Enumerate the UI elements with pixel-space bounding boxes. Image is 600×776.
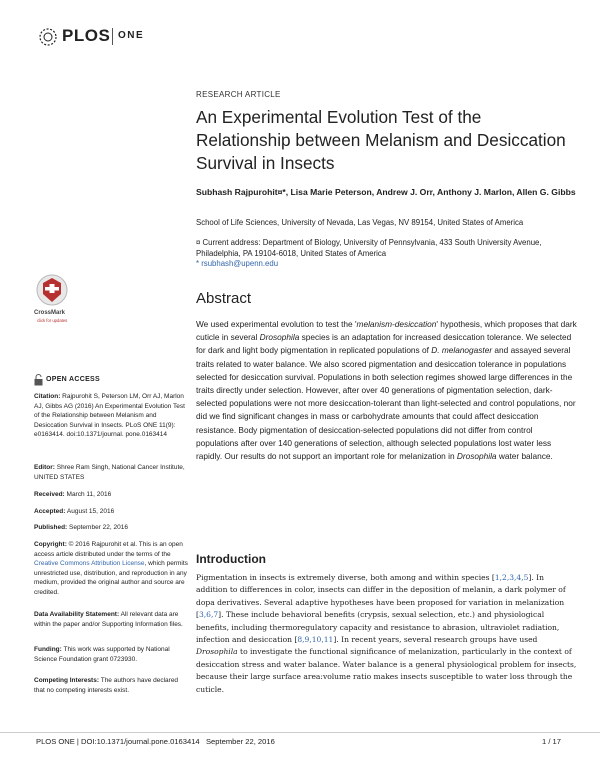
intro-emphasis: Drosophila [196,647,238,657]
citation-link[interactable]: 1,2,3,4,5 [494,573,529,582]
introduction-text [196,572,577,696]
intro-part: ]. In addition to differences in color, insects can differ in the deposition of melanin, a dark polymer of dopa derivatives. Several adaptive hypotheses have been proposed for variation in melanization [ [196,573,566,620]
article-type: RESEARCH ARTICLE [196,90,281,99]
abstract-emphasis: Drosophila [456,451,497,462]
abstract-text [196,318,577,463]
address-text: ¤ Current address: Department of Biology, University of Pennsylvania, 433 South University Avenue, Philadelphia, PA 19104-6018, United States of America [196,238,542,258]
author-list: Subhash Rajpurohit¤*, Lisa Marie Peterson, Andrew J. Orr, Anthony J. Marlon, Allen G. Gibbs [196,187,576,197]
corresponding-email[interactable]: * rsubhash@upenn.edu [196,259,279,269]
crossmark-label: CrossMark [34,310,66,316]
competing-interests-block [34,676,188,695]
intro-part: to investigate the functional significance of melanization, particularly in the context of desiccation stress and water balance. Water balance is a general physiological problem for insects, because their large surface area:volume ratio makes insects susceptible to water loss through the cuticle. [196,647,577,694]
funding-text: This work was supported by National Science Foundation grant 0723930. [34,646,170,663]
abstract-emphasis: melanism-desiccation [356,319,437,329]
page-number: 1 / 17 [542,737,561,746]
abstract-emphasis: Drosophila [259,332,300,343]
competing-interests-label: Competing Interests: [34,677,100,684]
data-availability-text: All relevant data are within the paper and/or Supporting Information files. [34,611,183,628]
logo-divider [112,28,113,45]
abstract-heading: Abstract [196,290,252,307]
copyright-label: Copyright: [34,541,67,548]
abstract-part: ' hypothesis, which proposes that dark cuticle in several [196,319,577,343]
citation-label: Citation: [34,393,61,400]
journal-sub-name: ONE [118,30,145,41]
abstract-part: and assayed several traits related to water balance. We also scored pigmentation and desiccation tolerance in populations selected for desiccation survival. Populations in both selection regimes showed large differences in the traits directly under selection. However, after over 40 generations of pigmentation selection, dark-selected populations were not more desiccation-tolerant than light-selected and control populations, nor did we find significant changes in mass or carbohydrate amounts that could affect desiccation resistance. Body pigmentation of desiccation-selected populations did not differ from control populations after over 140 generations of selection, although selected populations lost water less rapidly. Our results do not support an important role for melanization in [196,345,576,462]
published-text: September 22, 2016 [69,524,128,531]
intro-part: Pigmentation in insects is extremely diverse, both among and within species [ [196,573,495,582]
abstract-part: We used experimental evolution to test the ' [196,319,357,329]
citation-link[interactable]: 8,9,10,11 [297,635,334,645]
introduction-heading: Introduction [196,552,266,566]
copyright-text-tail: , which permits unrestricted use, distribution, and reproduction in any medium, provided the original author and source are credited. [34,560,188,596]
data-availability-label: Data Availability Statement: [34,611,120,618]
intro-part: ]. These include behavioral benefits (crypsis, sexual selection, etc.) and physiological benefits, including thermoregulatory capacity and resistance to abrasion, ultraviolet radiation, infection and desiccation [ [196,610,560,645]
funding-label: Funding: [34,646,62,653]
article-title: An Experimental Evolution Test of the Relationship between Melanism and Desiccation Survival in Insects [196,107,566,173]
accepted-text: August 15, 2016 [66,508,115,515]
journal-logo[interactable] [36,26,156,50]
citation-text: Rajpurohit S, Peterson LM, Orr AJ, Marlon AJ, Gibbs AG (2016) An Experimental Evolution Test of the Relationship between Melanism and Desiccation Survival in Insects. PLoS ONE 11(9): e0163414. doi:10.1371/journal. pone.0163414 [34,393,185,439]
license-link[interactable]: Creative Commons Attribution License [34,560,145,568]
abstract-part: species is an adaptation for increased desiccation tolerance. We selected for dark and light body pigmentation in replicated populations of [196,332,572,356]
editor-label: Editor: [34,464,55,471]
received-block [34,490,188,500]
copyright-text: © 2016 Rajpurohit et al. This is an open access article distributed under the terms of the [34,541,183,558]
competing-interests-text: The authors have declared that no competing interests exist. [34,677,179,694]
current-address [196,238,556,270]
published-label: Published: [34,524,68,531]
crossmark-sub: click for updates [37,318,68,323]
intro-part: ]. In recent years, several research groups have used [333,635,538,645]
citation-link[interactable]: 3,6,7 [198,610,219,620]
footer-divider [0,732,600,733]
editor-block [34,463,188,482]
abstract-part: water balance. [496,451,553,462]
received-text: March 11, 2016 [66,491,112,498]
open-lock-icon [34,374,43,386]
crossmark-badge[interactable] [34,272,70,328]
plos-logo-icon [36,26,60,48]
accepted-block [34,507,188,517]
accepted-label: Accepted: [34,508,66,515]
footer-citation: PLOS ONE | DOI:10.1371/journal.pone.0163414 September 22, 2016 [36,737,275,746]
open-access-label: OPEN ACCESS [46,376,100,383]
journal-name: PLOS [62,26,111,45]
crossmark-icon [34,272,70,310]
abstract-emphasis: D. melanogaster [431,345,493,356]
funding-block [34,645,188,664]
citation-block [34,392,188,440]
editor-text: Shree Ram Singh, National Cancer Institute, UNITED STATES [34,464,185,481]
data-availability-block [34,610,188,629]
affiliation: School of Life Sciences, University of Nevada, Las Vegas, NV 89154, United States of America [196,218,524,227]
received-label: Received: [34,491,65,498]
copyright-block [34,540,188,598]
published-block [34,523,188,533]
